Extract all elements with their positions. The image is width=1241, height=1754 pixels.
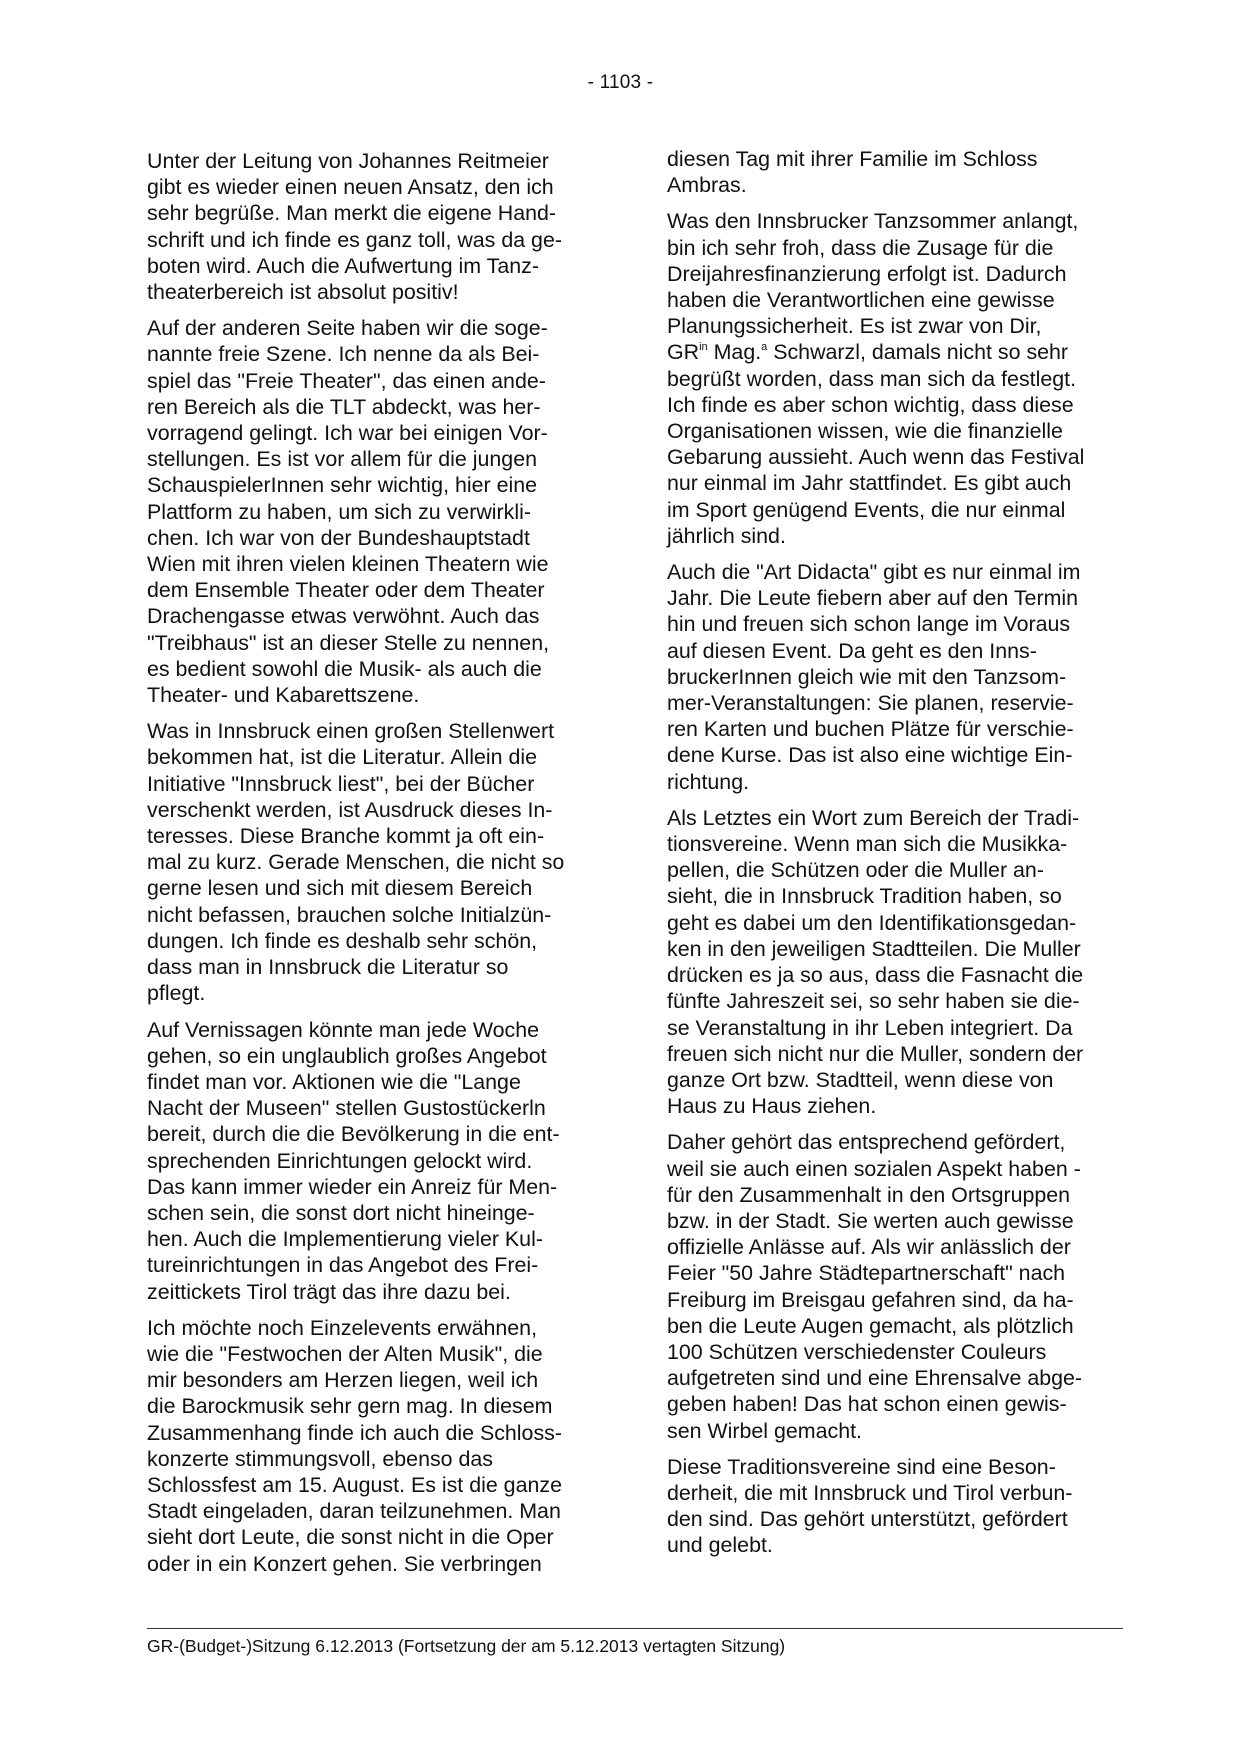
line-with-superscripts: $GR^{in}$ Mag.$^a$ Schwarzl, damals nicht so sehr <box>667 340 1069 365</box>
paragraph: Diese Traditionsvereine sind eine Beson- derheit, die mit Innsbruck und Tirol verbun- den sind. Das gehört unterstützt, gefördert und gelebt. <box>667 1454 1073 1558</box>
paragraph: Ich möchte noch Einzelevents erwähnen, wie die "Festwochen der Alten Musik", die mir besonders am Herzen liegen, weil ich die Barockmusik sehr gern mag. In diesem Zusammenhang finde ich auch die Schloss- konzerte stimmungsvoll, ebenso das Schlossfest am 15. August. Es ist die ganze Stadt eingeladen, daran teilzunehmen. Man sieht dort Leute, die sonst nicht in die Oper oder in ein Konzert gehen. Sie verbringen <box>147 1315 562 1576</box>
paragraph: Als Letztes ein Wort zum Bereich der Tradi- tionsvereine. Wenn man sich die Musikka- pellen, die Schützen oder die Muller an- sieht, die in Innsbruck Tradition haben, so geht es dabei um den Identifikationsgedan- ken in den jeweiligen Stadtteilen. Die Muller drücken es ja so aus, dass die Fasnacht die fünfte Jahreszeit sei, so sehr haben sie die- se Veranstaltung in ihr Leben integriert. Da freuen sich nicht nur die Muller, sondern der ganze Ort bzw. Stadtteil, wenn diese von Haus zu Haus ziehen. <box>667 805 1084 1119</box>
paragraph: diesen Tag mit ihrer Familie im Schloss Ambras. <box>667 147 1038 198</box>
paragraph: Auf Vernissagen könnte man jede Woche gehen, so ein unglaublich großes Angebot findet man vor. Aktionen wie die "Lange Nacht der Museen" stellen Gustostückerln bereit, durch die die Bevölkerung in die ent- sprechenden Einrichtungen gelockt wird. Das kann immer wieder ein Anreiz für Men- schen sein, die sonst dort nicht hineinge- hen. Auch die Implementierung vieler Kul- tureinrichtungen in das Angebot des Frei- zeittickets Tirol trägt das ihre dazu bei. <box>147 1017 560 1304</box>
footer-text: GR-(Budget-)Sitzung 6.12.2013 (Fortsetzung der am 5.12.2013 vertagten Sitzung) <box>147 1636 786 1656</box>
left-column <box>147 148 597 1587</box>
paragraph: Daher gehört das entsprechend gefördert, weil sie auch einen sozialen Aspekt haben - für den Zusammenhalt in den Ortsgruppen bzw. in der Stadt. Sie werten auch gewisse offizielle Anlässe auf. Als wir anlässlich der Feier "50 Jahre Städtepartnerschaft" nach Freiburg im Breisgau gefahren sind, da ha- ben die Leute Augen gemacht, als plötzlich 100 Schützen verschiedenster Couleurs aufgetreten sind und eine Ehrensalve abge- geben haben! Das hat schon einen gewis- sen Wirbel gemacht. <box>667 1130 1083 1443</box>
paragraph: Was den Innsbrucker Tanzsommer anlangt, bin ich sehr froh, dass die Zusage für die Dreijahresfinanzierung erfolgt ist. Dadurch haben die Verantwortlichen eine gewisse Planungssicherheit. Es ist zwar von Dir, $GR^{in}$ Mag.$^a$ Schwarzl, damals nicht so sehr begrüßt worden, dass man sich da festlegt. Ich finde es aber schon wichtig, dass diese Organisationen wissen, wie die finanzielle Gebarung aussieht. Auch wenn das Festival nur einmal im Jahr stattfindet. Es gibt auch im Sport genügend Events, die nur einmal jährlich sind. <box>667 208 1123 549</box>
paragraph: Auf der anderen Seite haben wir die soge- nannte freie Szene. Ich nenne da als Bei- spiel das "Freie Theater", das einen ande- ren Bereich als die TLT abdeckt, was her- vorragend gelingt. Ich war bei einigen Vor- stellungen. Es ist vor allem für die jungen SchauspielerInnen sehr wichtig, hier eine Plattform zu haben, um sich zu verwirkli- chen. Ich war von der Bundeshauptstadt Wien mit ihren vielen kleinen Theatern wie dem Ensemble Theater oder dem Theater Drachengasse etwas verwöhnt. Auch das "Treibhaus" ist an dieser Stelle zu nennen, es bedient sowohl die Musik- als auch die Theater- und Kabarettszene. <box>147 316 550 708</box>
page-number: - 1103 - <box>587 72 654 93</box>
right-column <box>667 146 1123 1569</box>
paragraph: Unter der Leitung von Johannes Reitmeier gibt es wieder einen neuen Ansatz, den ich sehr begrüße. Man merkt die eigene Hand- schrift und ich finde es ganz toll, was da ge- boten wird. Auch die Aufwertung im Tanz- theaterbereich ist absolut positiv! <box>147 149 562 305</box>
paragraph: Was in Innsbruck einen großen Stellenwert bekommen hat, ist die Literatur. Allein die Initiative "Innsbruck liest", bei der Bücher verschenkt werden, ist Ausdruck dieses In- teresses. Diese Branche kommt ja oft ein- mal zu kurz. Gerade Menschen, die nicht so gerne lesen und sich mit diesem Bereich nicht befassen, brauchen solche Initialzün- dungen. Ich finde es deshalb sehr schön, dass man in Innsbruck die Literatur so pflegt. <box>147 719 565 1006</box>
footer-divider <box>147 1628 1123 1629</box>
paragraph: Auch die "Art Didacta" gibt es nur einmal im Jahr. Die Leute fiebern aber auf den Termin hin und freuen sich schon lange im Voraus auf diesen Event. Da geht es den Inns- bruckerInnen gleich wie mit den Tanzsom- mer-Veranstaltungen: Sie planen, reservie- ren Karten und buchen Plätze für verschie- dene Kurse. Das ist also eine wichtige Ein- richtung. <box>667 560 1081 794</box>
